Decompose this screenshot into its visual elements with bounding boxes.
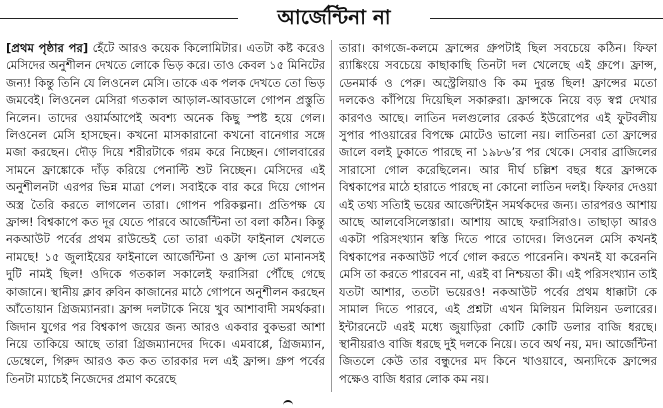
- column-divider: [331, 40, 332, 392]
- header-rule-left: [0, 18, 238, 19]
- header-rule-right: [430, 18, 663, 19]
- article-text-left: হেঁটে আরও কয়েক কিলোমিটার। এতটা কষ্ট করেও মেসিদের অনুশীলন দেখতে লোকে ভিড় করে। তাও কেবল ১৫ মিনিটের জন্য! কিন্তু তিনি যে লিওনেল মেসি। তাকে এক পলক দেখতে তো ভিড় জমবেই। লিওনেল মেসিরা গতকাল আড়াল-আবডালে গোপন প্রস্তুতি নিলেন। তাদের ওয়ার্মআপেই অবশ্য অনেক কিছু স্পষ্ট হয়ে গেল। লিওনেল মেসি হাসছেন। কখনো মাসকারানো কখনো বানেগার সঙ্গে মজা করছেন। দৌড় দিয়ে শরীরটাকে গরম করে নিচ্ছেন। গোলবারের সামনে ফ্রাঙ্কোকে দাঁড় করিয়ে পেনাল্টি শুট নিচ্ছেন। মেসিদের এই অনুশীলনটা এরপর ভিন্ন মাত্রা পেল। সবাইকে বার করে দিয়ে গোপন অস্ত্র তৈরি করতে লাগলেন তারা। গোপন পরিকল্পনা। প্রতিপক্ষ যে ফ্রান্স! বিশ্বকাপে কত দূর যেতে পারবে আর্জেন্টিনা তা বলা কঠিন। কিন্তু নকআউট পর্বের প্রথম রাউন্ডেই তো তারা একটা ফাইনাল খেলতে নামছে! ১৫ জুলাইয়ের ফাইনালে আর্জেন্টিনা ও ফ্রান্স তো মানানসই দুটি নামই ছিল! ওদিকে গতকাল সকালেই ফরাসিরা পৌঁছে গেছে কাজানে। স্থানীয় ক্লাব রুবিন কাজানের মাঠে গোপনে অনুশীলন করছেন আঁতোয়ান গ্রিজম্যানরা। ফ্রান্স দলটাকে নিয়ে খুব আশাবাদী সমর্থকরা। জিদান যুগের পর বিশ্বকাপ জয়ের জন্য আরও একবার বুকভরা আশা নিয়ে তাকিয়ে আছে তারা গ্রিজম্যানদের দিকে। এমবাপ্পে, গ্রিজম্যান, ডেম্বেলে, গিরুদ আরও কত কত তারকার দল এই ফ্রান্স। গ্রুপ পর্বের তিনটা ম্যাচেই নিজেদের প্রমাণ করেছে: [6, 41, 325, 386]
- cut-off-glyph: [283, 400, 293, 408]
- article-paragraph-left: [6, 40, 325, 388]
- article-text-right: তারা। কাগজে-কলমে ফ্রান্সের গ্রুপটাই ছিল সবচেয়ে কঠিন। ফিফা র‍্যাঙ্কিংয়ে সবচেয়ে কাছাকাছি তিনটা দল খেলেছে এই গ্রুপে। ফ্রান্স, ডেনমার্ক ও পেরু। অস্ট্রেলিয়াও কি কম দুরন্ত ছিল! ফ্রান্সের মতো দলকেও কাঁপিয়ে দিয়েছিল সকারুরা। ফ্রান্সকে নিয়ে বড় স্বপ্ন দেখার কারণও আছে। লাতিন দলগুলোর রেকর্ড ইউরোপের এই ফুটবলীয় সুপার পাওয়ারের বিপক্ষে মোটেও ভালো নয়। লাতিনরা তো ফ্রান্সের জালে বলই ঢুকাতে পারছে না ১৯৮৬’র পর থেকে। সেবার ব্রাজিলের সারাসো গোল করেছিলেন। আর দীর্ঘ চল্লিশ বছর ধরে ফ্রান্সকে বিশ্বকাপের মাঠে হারাতে পারছে না কোনো লাতিন দলই। ফিফার দেওয়া এই তথ্য সতিাই ভয়ের আর্জেন্টাইন সমর্থকদের জন্য। তারপরও আশায় আছে আলবেসিলেস্তারা। আশায় আছে ফরাসিরাও। তাছাড়া আরও একটা পরিসংখ্যান স্বস্তি দিতে পারে তাদের। লিওনেল মেসি কখনই বিশ্বকাপের নকআউট পর্বে গোল করতে পারেননি। কখনই যা করেননি মেসি তা করতে পারবেন না, এরই বা নিশ্চয়তা কী। এই পরিসংখ্যান তাই যতটা আশার, ততটা ভয়েরও! নকআউট পর্বের প্রথম ধাক্কাটা কে সামাল দিতে পারবে, এই প্রশ্নটা এখন মিলিয়ন মিলিয়ন ডলারের। ইন্টারনেটে এরই মধ্যে জুয়াড়িরা কোটি কোটি ডলার বাজি ধরছে। স্থানীয়রাও বাজি ধরছে দুই দলকে নিয়ে। তবে অর্থ নয়, মদ। আর্জেন্টিনা জিতলে কেউ তার বন্ধুদের মদ কিনে খাওয়াবে, অন্যদিকে ফ্রান্সের পক্ষেও বাজি ধরার লোক কম নয়।: [339, 41, 657, 386]
- article-column-left: [6, 40, 325, 400]
- article-header: [0, 0, 663, 36]
- continuation-marker: [প্রথম পৃষ্ঠার পর]: [6, 41, 89, 55]
- article-column-right: [339, 40, 657, 400]
- article-title: আর্জেন্টিনা না: [277, 5, 391, 29]
